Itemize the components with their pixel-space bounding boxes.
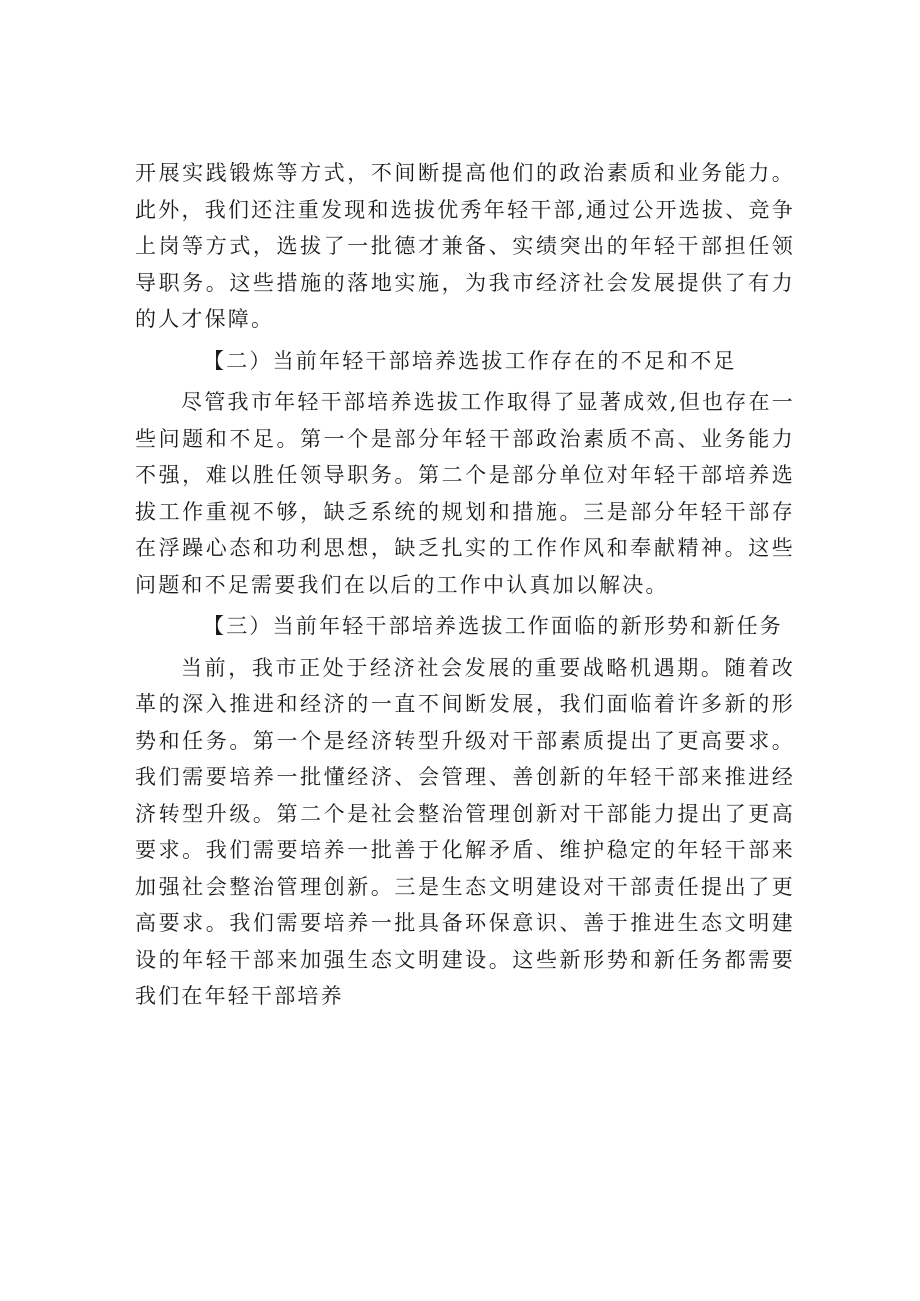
paragraph-shortcomings: 尽管我市年轻干部培养选拔工作取得了显著成效,但也存在一些问题和不足。第一个是部分年轻干部政治素质不高、业务能力不强，难以胜任领导职务。第二个是部分单位对年轻干部培养选拔工作重视不够，缺乏系统的规划和措施。三是部分年轻干部存在浮躁心态和功利思想，缺乏扎实的工作作风和奉献精神。这些问题和不足需要我们在以后的工作中认真加以解决。 — [135, 390, 795, 597]
section-heading-two: 【二）当前年轻干部培养选拔工作存在的不足和不足 — [203, 348, 737, 373]
paragraph-continuation: 开展实践锻炼等方式，不间断提高他们的政治素质和业务能力。此外，我们还注重发现和选拔优秀年轻干部,通过公开选拔、竞争上岗等方式，选拔了一批德才兼备、实绩突出的年轻干部担任领导职务。这些措施的落地实施，为我市经济社会发展提供了有力的人才保障。 — [135, 161, 795, 331]
section-heading-three: 【三）当前年轻干部培养选拔工作面临的新形势和新任务 — [203, 614, 783, 638]
paragraph-new-situation: 当前，我市正处于经济社会发展的重要战略机遇期。随着改革的深入推进和经济的一直不间断发展，我们面临着许多新的形势和任务。第一个是经济转型升级对干部素质提出了更高要求。我们需要培养一批懂经济、会管理、善创新的年轻干部来推进经济转型升级。第二个是社会整治管理创新对干部能力提出了更高要求。我们需要培养一批善于化解矛盾、维护稳定的年轻干部来加强社会整治管理创新。三是生态文明建设对干部责任提出了更高要求。我们需要培养一批具备环保意识、善于推进生态文明建设的年轻干部来加强生态文明建设。这些新形势和新任务都需要我们在年轻干部培养 — [135, 655, 795, 1008]
document-body — [135, 155, 795, 1020]
